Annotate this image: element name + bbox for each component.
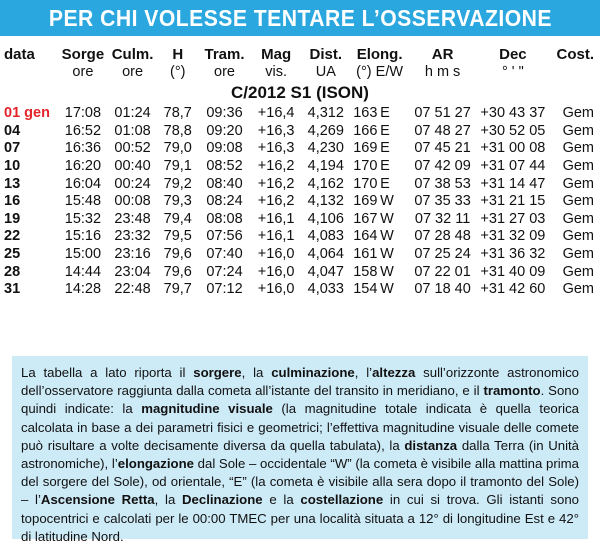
table-row xyxy=(0,264,600,282)
cell-altitude: 79,4 xyxy=(163,210,192,227)
header-sorge: Sorge xyxy=(61,46,105,63)
cell-rise: 17:08 xyxy=(64,105,102,122)
cell-side: E xyxy=(380,122,390,139)
header-dec: Dec xyxy=(499,46,527,63)
cell-rise: 16:20 xyxy=(64,157,102,174)
cell-elongation: 166 xyxy=(353,122,378,139)
cell-culmination: 00:40 xyxy=(114,157,151,174)
cell-magnitude: +16,2 xyxy=(257,157,295,174)
cell-distance: 4,106 xyxy=(307,210,344,227)
cell-altitude: 78,8 xyxy=(163,122,192,139)
table-row xyxy=(0,123,600,141)
cell-rise: 16:04 xyxy=(64,175,102,192)
unit-elong: (°) E/W xyxy=(356,63,404,80)
cell-declination: +31 42 60 xyxy=(480,281,546,298)
header-h: H xyxy=(172,46,184,63)
cell-magnitude: +16,3 xyxy=(257,122,295,139)
cell-constellation: Gem xyxy=(562,122,594,139)
table-row xyxy=(0,246,600,264)
cell-altitude: 79,7 xyxy=(163,281,192,298)
cell-distance: 4,312 xyxy=(307,105,344,122)
cell-magnitude: +16,1 xyxy=(257,228,295,245)
comet-name: C/2012 S1 (ISON) xyxy=(231,83,369,103)
cell-declination: +31 21 15 xyxy=(480,193,546,210)
cell-right-ascension: 07 38 53 xyxy=(414,175,471,192)
note-text: dal Sole – occidentale “W” (la cometa è visibile alla mattina prima del sorgere del Sole), od orientale, “E” (la cometa è visibile alla sera dopo il tramonto del Sole) – l’ xyxy=(21,456,579,508)
cell-date: 19 xyxy=(4,210,21,227)
cell-constellation: Gem xyxy=(562,157,594,174)
note-text: , l’ xyxy=(354,365,373,380)
cell-elongation: 167 xyxy=(353,210,378,227)
cell-magnitude: +16,0 xyxy=(257,263,295,280)
cell-magnitude: +16,2 xyxy=(257,175,295,192)
cell-right-ascension: 07 35 33 xyxy=(414,193,471,210)
cell-declination: +31 32 09 xyxy=(480,228,546,245)
cell-right-ascension: 07 48 27 xyxy=(414,122,471,139)
header-culm: Culm. xyxy=(111,46,154,63)
cell-side: W xyxy=(380,193,394,210)
cell-culmination: 22:48 xyxy=(114,281,151,298)
table-row xyxy=(0,193,600,211)
cell-rise: 14:28 xyxy=(64,281,102,298)
cell-right-ascension: 07 45 21 xyxy=(414,140,471,157)
note-text: dalla Terra (in Unità astronomiche), l’ xyxy=(21,437,579,472)
cell-rise: 14:44 xyxy=(64,263,102,280)
cell-rise: 15:16 xyxy=(64,228,102,245)
cell-altitude: 79,0 xyxy=(163,140,192,157)
cell-constellation: Gem xyxy=(562,228,594,245)
cell-date: 25 xyxy=(4,245,21,262)
cell-altitude: 78,7 xyxy=(163,105,192,122)
note-text: , la xyxy=(241,365,272,380)
cell-elongation: 170 xyxy=(353,157,378,174)
header-mag: Mag xyxy=(261,46,292,63)
cell-distance: 4,083 xyxy=(307,228,344,245)
cell-right-ascension: 07 25 24 xyxy=(414,245,471,262)
cell-distance: 4,194 xyxy=(307,157,344,174)
cell-constellation: Gem xyxy=(562,105,594,122)
cell-date: 31 xyxy=(4,281,21,298)
cell-elongation: 164 xyxy=(353,228,378,245)
header-cost: Cost. xyxy=(556,46,594,63)
cell-set: 07:56 xyxy=(206,228,243,245)
cell-right-ascension: 07 32 11 xyxy=(414,210,471,227)
unit-sorge: ore xyxy=(72,63,94,80)
cell-right-ascension: 07 42 09 xyxy=(414,157,471,174)
cell-elongation: 169 xyxy=(353,193,378,210)
note-keyword: altezza xyxy=(372,365,416,380)
note-keyword: elongazione xyxy=(117,456,194,472)
cell-distance: 4,064 xyxy=(307,245,344,262)
unit-h: (°) xyxy=(170,63,186,80)
note-text: e la xyxy=(262,492,301,508)
cell-altitude: 79,2 xyxy=(163,175,192,192)
cell-side: W xyxy=(380,245,394,262)
cell-distance: 4,047 xyxy=(307,263,344,280)
cell-altitude: 79,6 xyxy=(163,263,192,280)
cell-side: E xyxy=(380,175,390,192)
cell-magnitude: +16,1 xyxy=(257,210,295,227)
cell-culmination: 23:16 xyxy=(114,245,151,262)
note-text: La tabella a lato riporta il xyxy=(21,365,194,380)
cell-date: 07 xyxy=(4,140,21,157)
cell-rise: 16:36 xyxy=(64,140,102,157)
cell-magnitude: +16,0 xyxy=(257,245,295,262)
cell-rise: 15:00 xyxy=(64,245,102,262)
note-text: in cui si trova. Gli istanti sono topocentrici e calcolati per le 00:00 TMEC per una località situata a 12° di longitudine Est e 42° di latitudine Nord. xyxy=(21,492,579,544)
cell-set: 07:24 xyxy=(206,263,243,280)
cell-right-ascension: 07 51 27 xyxy=(414,105,471,122)
note-keyword: distanza xyxy=(404,437,458,453)
cell-constellation: Gem xyxy=(562,245,594,262)
header-units-row xyxy=(0,64,600,82)
cell-distance: 4,033 xyxy=(307,281,344,298)
cell-set: 09:36 xyxy=(206,105,243,122)
cell-altitude: 79,1 xyxy=(163,157,192,174)
ephemeris-rows xyxy=(0,105,600,299)
cell-declination: +31 07 44 xyxy=(480,157,546,174)
cell-magnitude: +16,2 xyxy=(257,193,295,210)
unit-dec: ° ' " xyxy=(501,63,524,80)
cell-declination: +31 27 03 xyxy=(480,210,546,227)
note-keyword: Ascensione Retta xyxy=(40,492,155,508)
cell-culmination: 01:24 xyxy=(114,105,151,122)
header-tram: Tram. xyxy=(204,46,245,63)
unit-tram: ore xyxy=(214,63,235,80)
cell-right-ascension: 07 28 48 xyxy=(414,228,471,245)
cell-date: 16 xyxy=(4,193,21,210)
cell-date: 13 xyxy=(4,175,21,192)
cell-set: 07:12 xyxy=(206,281,243,298)
cell-magnitude: +16,4 xyxy=(257,105,295,122)
table-row xyxy=(0,228,600,246)
cell-side: W xyxy=(380,281,394,298)
cell-culmination: 00:52 xyxy=(114,140,151,157)
cell-side: W xyxy=(380,228,394,245)
cell-declination: +31 14 47 xyxy=(480,175,546,192)
note-text: . Sono quindi indicate: la xyxy=(21,383,579,417)
unit-mag: vis. xyxy=(265,63,288,80)
cell-declination: +31 36 32 xyxy=(480,245,546,262)
cell-rise: 15:32 xyxy=(64,210,102,227)
cell-elongation: 169 xyxy=(353,140,378,157)
comet-name-row xyxy=(0,81,600,105)
note-keyword: magnitudine visuale xyxy=(141,401,273,417)
table-row xyxy=(0,281,600,299)
cell-date: 28 xyxy=(4,263,21,280)
cell-elongation: 161 xyxy=(353,245,378,262)
unit-culm: ore xyxy=(122,63,144,80)
cell-elongation: 158 xyxy=(353,263,378,280)
cell-set: 08:52 xyxy=(206,157,243,174)
cell-magnitude: +16,0 xyxy=(257,281,295,298)
cell-culmination: 23:32 xyxy=(114,228,151,245)
cell-elongation: 154 xyxy=(353,281,378,298)
ephemeris-table xyxy=(0,46,600,299)
banner-title: PER CHI VOLESSE TENTARE L’OSSERVAZIONE xyxy=(48,5,552,31)
cell-distance: 4,132 xyxy=(307,193,344,210)
table-row xyxy=(0,158,600,176)
cell-side: E xyxy=(380,157,390,174)
section-banner xyxy=(0,0,600,36)
cell-altitude: 79,5 xyxy=(163,228,192,245)
cell-date: 04 xyxy=(4,122,21,139)
note-text: , la xyxy=(154,492,182,508)
note-keyword: culminazione xyxy=(271,365,355,380)
header-row xyxy=(0,46,600,64)
table-row xyxy=(0,211,600,229)
cell-elongation: 163 xyxy=(353,105,378,122)
unit-cost xyxy=(549,64,600,82)
cell-set: 09:08 xyxy=(206,140,243,157)
cell-date: 22 xyxy=(4,228,21,245)
cell-culmination: 01:08 xyxy=(114,122,151,139)
note-text: sull’orizzonte astronomico dell’osservatore raggiunta dalla cometa all’istante del transito in meridiano, e il xyxy=(21,365,580,399)
cell-declination: +30 43 37 xyxy=(480,105,546,122)
cell-set: 08:40 xyxy=(206,175,243,192)
cell-set: 07:40 xyxy=(206,245,243,262)
cell-set: 09:20 xyxy=(206,122,243,139)
cell-altitude: 79,3 xyxy=(163,193,192,210)
cell-culmination: 00:24 xyxy=(114,175,151,192)
table-row xyxy=(0,176,600,194)
cell-distance: 4,269 xyxy=(307,122,344,139)
unit-ar: h m s xyxy=(424,63,461,80)
cell-constellation: Gem xyxy=(562,175,594,192)
cell-constellation: Gem xyxy=(562,193,594,210)
cell-date: 01 gen xyxy=(4,105,50,122)
cell-declination: +30 52 05 xyxy=(480,122,546,139)
cell-constellation: Gem xyxy=(562,210,594,227)
cell-constellation: Gem xyxy=(562,140,594,157)
cell-set: 08:08 xyxy=(206,210,243,227)
header-elong: Elong. xyxy=(356,46,403,63)
cell-right-ascension: 07 18 40 xyxy=(414,281,471,298)
cell-rise: 16:52 xyxy=(64,122,102,139)
cell-magnitude: +16,3 xyxy=(257,140,295,157)
unit-data xyxy=(0,64,58,82)
table-row xyxy=(0,140,600,158)
cell-distance: 4,162 xyxy=(307,175,344,192)
note-keyword: sorgere xyxy=(193,365,242,380)
explanatory-note xyxy=(12,356,588,544)
cell-culmination: 00:08 xyxy=(114,193,151,210)
cell-constellation: Gem xyxy=(562,281,594,298)
cell-rise: 15:48 xyxy=(64,193,102,210)
unit-dist: UA xyxy=(315,63,336,80)
cell-altitude: 79,6 xyxy=(163,245,192,262)
cell-side: W xyxy=(380,263,394,280)
cell-culmination: 23:48 xyxy=(114,210,151,227)
cell-constellation: Gem xyxy=(562,263,594,280)
note-keyword: tramonto xyxy=(483,383,541,399)
cell-declination: +31 00 08 xyxy=(480,140,546,157)
cell-elongation: 170 xyxy=(353,175,378,192)
cell-distance: 4,230 xyxy=(307,140,344,157)
cell-side: W xyxy=(380,210,394,227)
table-row xyxy=(0,105,600,123)
note-text: (la magnitudine totale indicata è quella teorica calcolata in base a dei parametri fisici e geometrici; l’effettiva magnitudine visuale delle comete può risultare a volte decisamente diversa da quella tabulata), la xyxy=(21,401,579,453)
note-keyword: Declinazione xyxy=(182,492,263,508)
header-dist: Dist. xyxy=(309,46,343,63)
cell-right-ascension: 07 22 01 xyxy=(414,263,471,280)
cell-side: E xyxy=(380,140,390,157)
cell-side: E xyxy=(380,105,390,122)
cell-date: 10 xyxy=(4,157,21,174)
cell-culmination: 23:04 xyxy=(114,263,151,280)
note-keyword: costellazione xyxy=(300,492,384,508)
cell-set: 08:24 xyxy=(206,193,243,210)
cell-declination: +31 40 09 xyxy=(480,263,546,280)
header-data: data xyxy=(4,46,35,63)
header-ar: AR xyxy=(431,46,454,63)
